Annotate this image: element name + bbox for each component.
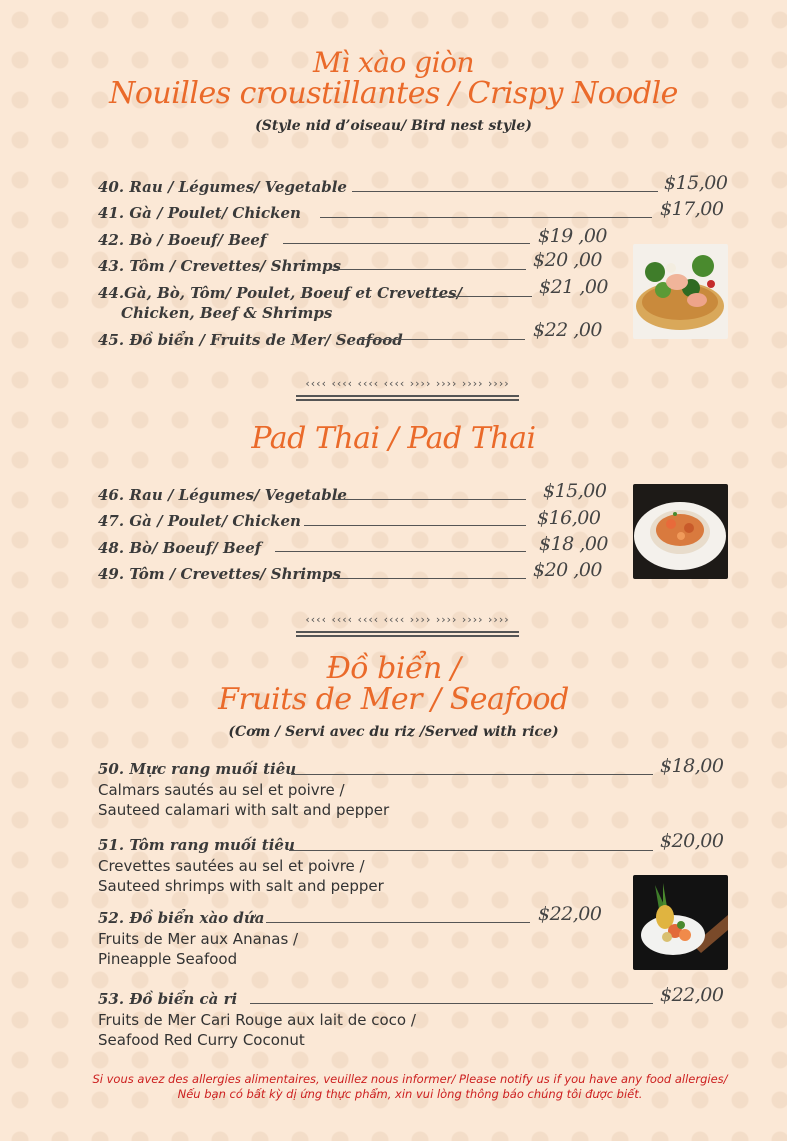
menu-item-44-line2: Chicken, Beef & Shrimps <box>121 304 333 322</box>
item-51-description: Crevettes sautées au sel et poivre / <box>98 857 365 875</box>
pineapple-seafood-photo <box>633 875 728 970</box>
menu-item-51: 51. Tôm rang muối tiêu <box>98 836 295 854</box>
menu-item-41: 41. Gà / Poulet/ Chicken <box>98 204 301 222</box>
menu-item-40: 40. Rau / Légumes/ Vegetable <box>98 178 347 196</box>
leader-line <box>266 922 530 923</box>
leader-line <box>283 243 530 244</box>
leader-line <box>289 850 653 851</box>
section-subtitle-seafood: (Cơm / Servi avec du riz /Served with rice) <box>228 724 559 740</box>
item-50-description-en: Sauteed calamari with salt and pepper <box>98 801 390 819</box>
menu-item-43: 43. Tôm / Crevettes/ Shrimps <box>98 257 341 275</box>
ornament-divider: ‹‹‹‹ ‹‹‹‹ ‹‹‹‹ ‹‹‹‹ ›››› ›››› ›››› ›››› <box>305 613 510 626</box>
item-52-description-en: Pineapple Seafood <box>98 950 238 968</box>
price-42: $19 ,00 <box>538 225 608 247</box>
leader-line <box>352 191 658 192</box>
menu-item-53: 53. Đồ biển cà ri <box>98 990 238 1008</box>
menu-item-52: 52. Đồ biển xào dứa <box>98 909 265 927</box>
price-49: $20 ,00 <box>533 559 603 581</box>
price-53: $22,00 <box>660 984 724 1006</box>
menu-item-46: 46. Rau / Légumes/ Vegetable <box>98 486 347 504</box>
leader-line <box>275 551 526 552</box>
double-rule-divider <box>296 395 519 401</box>
section-title-pad-thai: Pad Thai / Pad Thai <box>251 421 536 456</box>
price-45: $22 ,00 <box>533 319 603 341</box>
leader-line <box>335 499 526 500</box>
price-40: $15,00 <box>664 172 728 194</box>
leader-line <box>334 578 526 579</box>
menu-item-42: 42. Bò / Boeuf/ Beef <box>98 231 267 249</box>
price-41: $17,00 <box>660 198 724 220</box>
section-title-seafood: Fruits de Mer / Seafood <box>218 682 569 717</box>
price-50: $18,00 <box>660 755 724 777</box>
allergy-note: Si vous avez des allergies alimentaires, veuillez nous informer/ Please notify us if you have any food allergies/ <box>92 1072 728 1086</box>
item-53-description-en: Seafood Red Curry Coconut <box>98 1031 305 1049</box>
price-43: $20 ,00 <box>533 249 603 271</box>
item-51-description-en: Sauteed shrimps with salt and pepper <box>98 877 384 895</box>
item-53-description: Fruits de Mer Cari Rouge aux lait de coco / <box>98 1011 416 1029</box>
section-title-seafood-vi: Đồ biển / <box>326 651 461 686</box>
crispy-noodle-photo <box>633 244 728 339</box>
leader-line <box>291 774 653 775</box>
menu-item-45: 45. Đồ biển / Fruits de Mer/ Seafood <box>98 331 403 349</box>
menu-item-44: 44.Gà, Bò, Tôm/ Poulet, Boeuf et Crevettes/ <box>98 284 463 302</box>
section-title-crispy-noodle: Nouilles croustillantes / Crispy Noodle <box>109 76 678 111</box>
double-rule-divider <box>296 631 519 637</box>
leader-line <box>357 339 525 340</box>
leader-line <box>320 217 652 218</box>
item-52-description: Fruits de Mer aux Ananas / <box>98 930 299 948</box>
leader-line <box>432 296 532 297</box>
menu-item-50: 50. Mực rang muối tiêu <box>98 760 297 778</box>
allergy-note-vi: Nếu bạn có bất kỳ dị ứng thực phẩm, xin vui lòng thông báo chúng tôi được biết. <box>177 1087 643 1101</box>
price-52: $22,00 <box>538 903 602 925</box>
price-48: $18 ,00 <box>539 533 609 555</box>
price-47: $16,00 <box>537 507 601 529</box>
section-title-crispy-noodle-vi: Mì xào giòn <box>312 46 475 79</box>
menu-item-48: 48. Bò/ Boeuf/ Beef <box>98 539 262 557</box>
menu-item-49: 49. Tôm / Crevettes/ Shrimps <box>98 565 341 583</box>
pad-thai-photo <box>633 484 728 579</box>
ornament-divider: ‹‹‹‹ ‹‹‹‹ ‹‹‹‹ ‹‹‹‹ ›››› ›››› ›››› ›››› <box>305 377 510 390</box>
price-46: $15,00 <box>543 480 607 502</box>
menu-item-47: 47. Gà / Poulet/ Chicken <box>98 512 301 530</box>
price-51: $20,00 <box>660 830 724 852</box>
price-44: $21 ,00 <box>539 276 609 298</box>
leader-line <box>331 269 526 270</box>
leader-line <box>304 525 526 526</box>
item-50-description: Calmars sautés au sel et poivre / <box>98 781 345 799</box>
leader-line <box>250 1003 653 1004</box>
section-subtitle-crispy-noodle: (Style nid d’oiseau/ Bird nest style) <box>255 118 532 134</box>
